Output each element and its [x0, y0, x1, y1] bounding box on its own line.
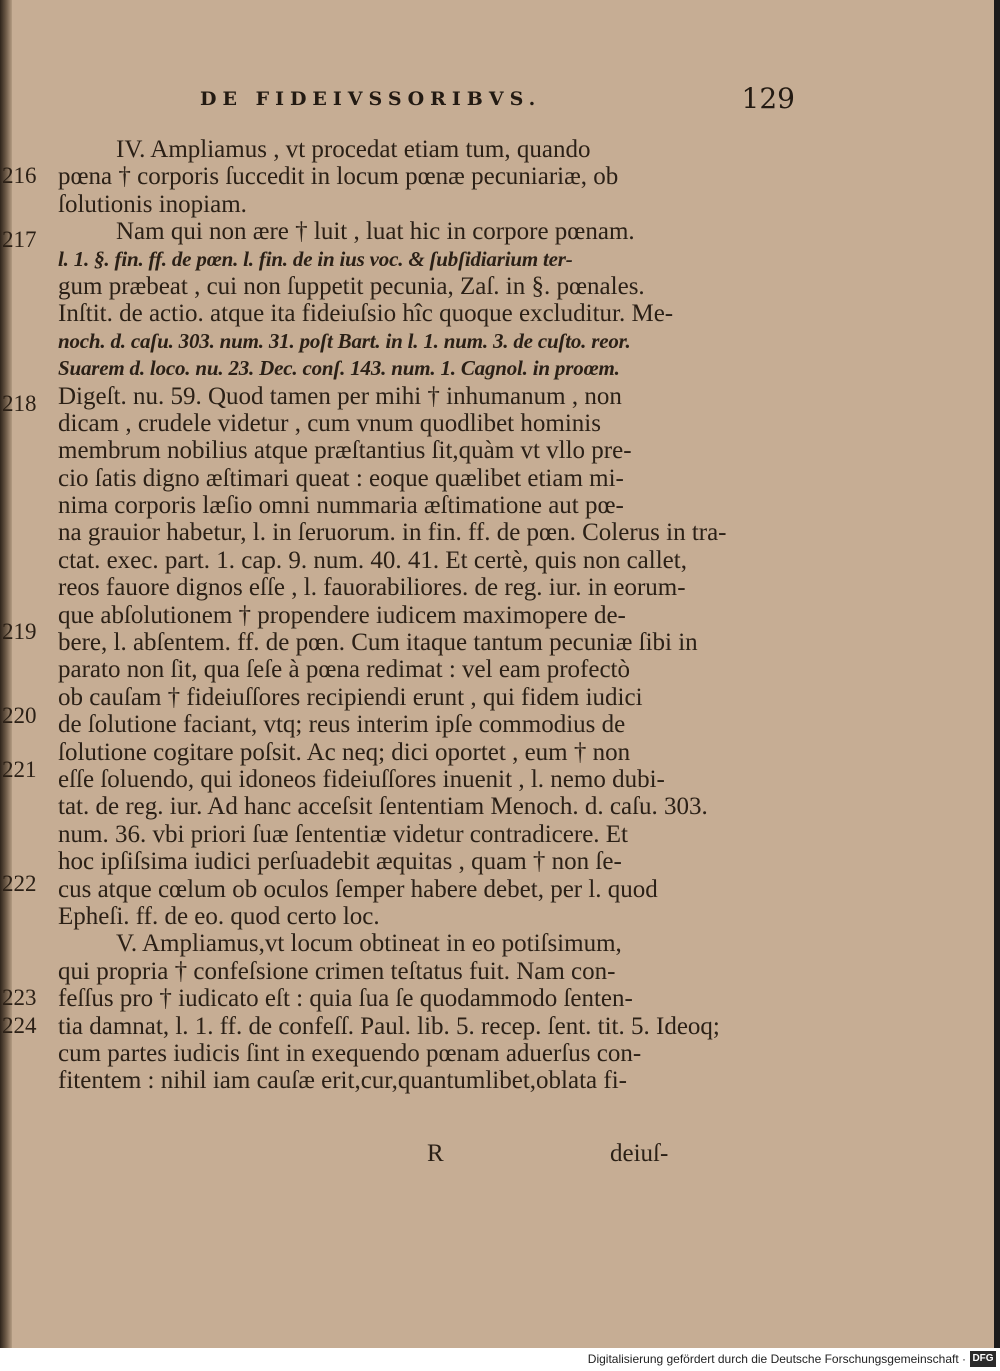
margin-number: 220 — [2, 703, 37, 728]
text-line: ſolutione cogitare poſsit. Ac neq; dici oportet , eum † non — [58, 738, 631, 766]
text-line: na grauior habetur, l. in ſeruorum. in fin. ff. de pœn. Colerus in tra- — [58, 519, 727, 547]
margin-number: 224 — [2, 1013, 37, 1038]
text-line: ctat. exec. part. 1. cap. 9. num. 40. 41. Et certè, quis non callet, — [58, 546, 687, 574]
text-line: parato non ſit, qua ſeſe à pœna redimat : vel eam profectò — [58, 656, 630, 684]
text-line: Epheſi. ff. de eo. quod certo loc. — [58, 902, 380, 930]
text-line: cus atque cœlum ob oculos ſemper habere debet, per l. quod — [58, 875, 658, 903]
text-line: Inſtit. de actio. atque ita fideiuſsio hîc quoque excluditur. Me- — [58, 300, 674, 328]
text-line: fitentem : nihil iam cauſæ erit,cur,quantumlibet,oblata fi- — [58, 1067, 627, 1095]
text-line: l. 1. §. fin. ff. de pœn. l. fin. de in ius voc. & ſubſidiarium ter- — [58, 246, 573, 271]
margin-number: 217 — [2, 227, 37, 252]
dfg-logo: DFG — [970, 1351, 996, 1367]
text-line: eſſe ſoluendo, qui idoneos fideiuſſores inuenit , l. nemo dubi- — [58, 765, 665, 793]
margin-number: 219 — [2, 619, 37, 644]
text-line: pœna † corporis ſuccedit in locum pœnæ pecuniariæ, ob — [58, 163, 619, 191]
text-line: Suarem d. loco. nu. 23. Dec. conſ. 143. num. 1. Cagnol. in proœm. — [58, 356, 620, 381]
funding-credit: Digitalisierung gefördert durch die Deutsche Forschungsgemeinschaft · — [587, 1352, 966, 1366]
text-line: tat. de reg. iur. Ad hanc acceſsit ſententiam Menoch. d. caſu. 303. — [58, 793, 708, 821]
margin-number: 216 — [2, 163, 37, 188]
page-header — [200, 82, 795, 118]
margin-number: 221 — [2, 757, 37, 782]
text-line: tia damnat, l. 1. ff. de confeſſ. Paul. lib. 5. recep. ſent. tit. 5. Ideoq; — [58, 1012, 720, 1040]
page-foot-line — [0, 1140, 1000, 1170]
text-line: reos fauore dignos eſſe , l. fauorabiliores. de reg. iur. in eorum- — [58, 574, 686, 602]
page-number: 129 — [741, 82, 795, 115]
text-line: Nam qui non ære † luit , luat hic in corpore pœnam. — [116, 218, 635, 246]
catchword: deiuſ- — [610, 1140, 669, 1167]
text-line: feſſus pro † iudicato eſt : quia ſua ſe quodammodo ſenten- — [58, 985, 633, 1013]
text-line: ob cauſam † fideiuſſores recipiendi erunt , qui fidem iudici — [58, 683, 643, 711]
body-text — [58, 136, 727, 1095]
text-line: dicam , crudele videtur , cum vnum quodlibet hominis — [58, 409, 601, 437]
margin-number: 218 — [2, 391, 37, 416]
footer-bar — [0, 1348, 1000, 1371]
margin-number: 222 — [2, 871, 37, 896]
text-line: membrum nobilius atque præſtantius ſit,quàm vt vllo pre- — [58, 437, 632, 465]
text-line: V. Ampliamus,vt locum obtineat in eo potiſsimum, — [116, 930, 622, 958]
text-line: ſolutionis inopiam. — [58, 190, 247, 218]
text-line: bere, l. abſentem. ff. de pœn. Cum itaque tantum pecuniæ ſibi in — [58, 629, 698, 657]
text-line: Digeſt. nu. 59. Quod tamen per mihi † inhumanum , non — [58, 382, 622, 410]
text-line: num. 36. vbi priori ſuæ ſententiæ videtur contradicere. Et — [58, 820, 629, 848]
running-head: DE FIDEIVSSORIBVS. — [200, 88, 542, 110]
text-line: noch. d. caſu. 303. num. 31. poſt Bart. in l. 1. num. 3. de cuſto. reor. — [58, 328, 631, 353]
text-line: cum partes iudicis ſint in exequendo pœnam aduerſus con- — [58, 1039, 642, 1067]
text-line: cio ſatis digno æſtimari queat : eoque quælibet etiam mi- — [58, 464, 624, 492]
text-line: nima corporis læſio omni nummaria æſtimatione aut pœ- — [58, 492, 624, 520]
margin-number: 223 — [2, 985, 37, 1010]
text-line: gum præbeat , cui non ſuppetit pecunia, Zaſ. in §. pœnales. — [58, 272, 645, 300]
signature-mark: R — [427, 1140, 444, 1167]
text-line: que abſolutionem † propendere iudicem maximopere de- — [58, 601, 626, 629]
text-line: IV. Ampliamus , vt procedat etiam tum, quando — [116, 136, 591, 163]
text-line: qui propria † confeſsione crimen teſtatus fuit. Nam con- — [58, 957, 616, 985]
text-line: de ſolutione faciant, vtq; reus interim ipſe commodius de — [58, 711, 626, 739]
text-line: hoc ipſiſsima iudici perſuadebit æquitas , quam † non ſe- — [58, 848, 622, 876]
